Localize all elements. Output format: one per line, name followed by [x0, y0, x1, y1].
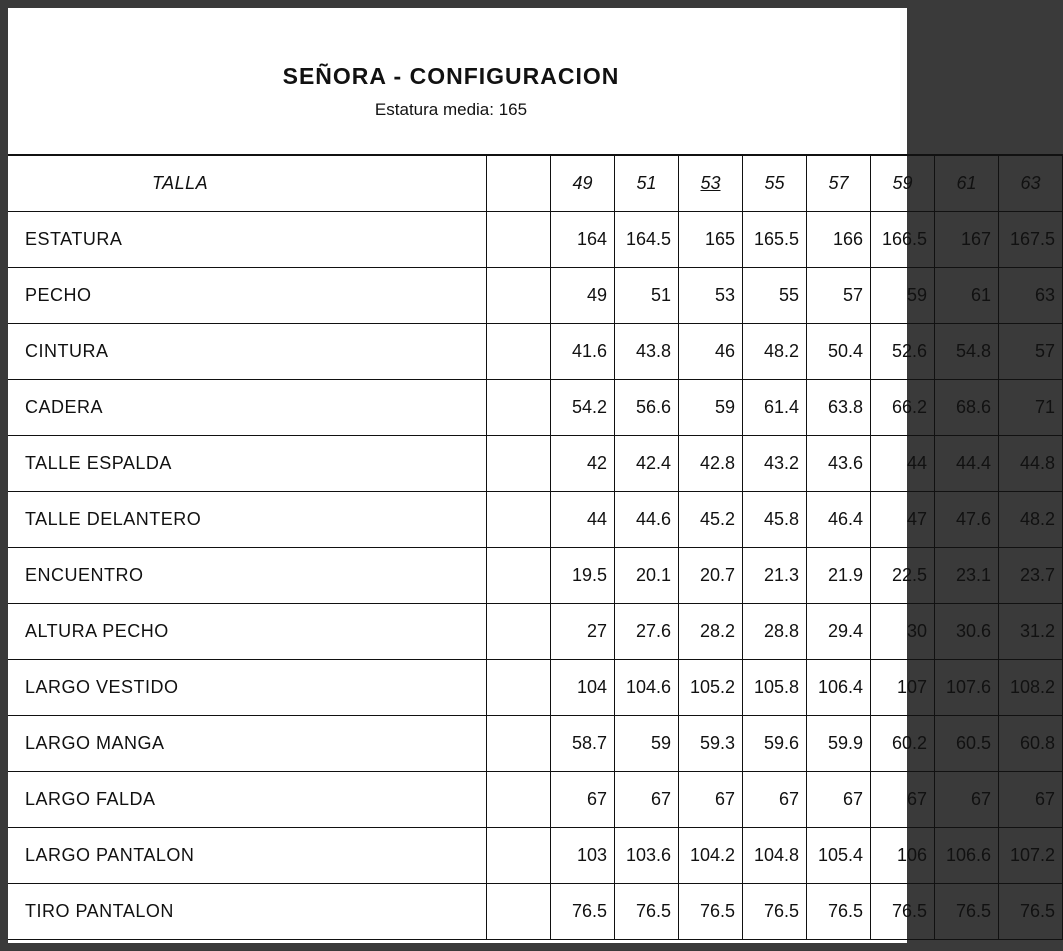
table-row [8, 828, 1063, 884]
row-label: LARGO MANGA [8, 716, 487, 772]
size-header: 55 [743, 155, 807, 212]
table-cell: 67 [743, 772, 807, 828]
table-cell: 164 [551, 212, 615, 268]
table-cell: 54.8 [935, 324, 999, 380]
size-header: 63 [999, 155, 1063, 212]
table-cell: 44.6 [615, 492, 679, 548]
table-row [8, 380, 1063, 436]
table-cell: 106.6 [935, 828, 999, 884]
table-cell: 66.2 [871, 380, 935, 436]
page-subtitle: Estatura media: 165 [374, 100, 528, 119]
table-cell: 53 [679, 268, 743, 324]
table-cell: 67 [679, 772, 743, 828]
size-header: 51 [615, 155, 679, 212]
table-cell: 105.8 [743, 660, 807, 716]
table-cell: 104.6 [615, 660, 679, 716]
table-header-row [8, 155, 1063, 212]
table-cell: 56.6 [615, 380, 679, 436]
size-header: 53 [679, 155, 743, 212]
table-cell: 60.8 [999, 716, 1063, 772]
row-label: PECHO [8, 268, 487, 324]
table-cell: 104 [551, 660, 615, 716]
row-spacer [487, 828, 551, 884]
table-cell: 48.2 [999, 492, 1063, 548]
table-cell: 58.7 [551, 716, 615, 772]
table-cell: 59 [679, 380, 743, 436]
table-cell: 60.2 [871, 716, 935, 772]
table-cell: 44 [871, 436, 935, 492]
header-spacer [487, 155, 551, 212]
row-label: CINTURA [8, 324, 487, 380]
table-cell: 105.2 [679, 660, 743, 716]
table-row [8, 492, 1063, 548]
table-cell: 103.6 [615, 828, 679, 884]
table-cell: 165.5 [743, 212, 807, 268]
table-cell: 28.8 [743, 604, 807, 660]
row-spacer [487, 436, 551, 492]
row-spacer [487, 604, 551, 660]
table-cell: 57 [999, 324, 1063, 380]
table-cell: 76.5 [551, 884, 615, 940]
row-label: TALLE ESPALDA [8, 436, 487, 492]
row-spacer [487, 324, 551, 380]
table-cell: 107.6 [935, 660, 999, 716]
table-cell: 68.6 [935, 380, 999, 436]
table-cell: 42 [551, 436, 615, 492]
table-cell: 22.5 [871, 548, 935, 604]
table-cell: 44.8 [999, 436, 1063, 492]
table-cell: 30 [871, 604, 935, 660]
table-cell: 20.1 [615, 548, 679, 604]
table-cell: 76.5 [743, 884, 807, 940]
table-cell: 59.6 [743, 716, 807, 772]
row-spacer [487, 660, 551, 716]
table-cell: 43.8 [615, 324, 679, 380]
table-cell: 107.2 [999, 828, 1063, 884]
table-cell: 106.4 [807, 660, 871, 716]
row-label: ENCUENTRO [8, 548, 487, 604]
table-cell: 76.5 [679, 884, 743, 940]
table-cell: 23.1 [935, 548, 999, 604]
row-label: TIRO PANTALON [8, 884, 487, 940]
table-cell: 21.3 [743, 548, 807, 604]
table-cell: 67 [807, 772, 871, 828]
table-cell: 67 [871, 772, 935, 828]
table-cell: 54.2 [551, 380, 615, 436]
row-label: LARGO FALDA [8, 772, 487, 828]
table-cell: 108.2 [999, 660, 1063, 716]
table-cell: 61 [935, 268, 999, 324]
row-spacer [487, 716, 551, 772]
table-cell: 76.5 [871, 884, 935, 940]
table-cell: 48.2 [743, 324, 807, 380]
table-row [8, 772, 1063, 828]
row-label: ESTATURA [8, 212, 487, 268]
row-spacer [487, 492, 551, 548]
table-cell: 31.2 [999, 604, 1063, 660]
table-cell: 27.6 [615, 604, 679, 660]
row-label: LARGO VESTIDO [8, 660, 487, 716]
header-label: TALLA [8, 155, 487, 212]
table-cell: 47.6 [935, 492, 999, 548]
table-cell: 106 [871, 828, 935, 884]
table-cell: 59.3 [679, 716, 743, 772]
table-cell: 45.2 [679, 492, 743, 548]
table-cell: 50.4 [807, 324, 871, 380]
table-cell: 104.8 [743, 828, 807, 884]
table-cell: 164.5 [615, 212, 679, 268]
table-row [8, 716, 1063, 772]
table-cell: 76.5 [999, 884, 1063, 940]
table-cell: 27 [551, 604, 615, 660]
row-spacer [487, 268, 551, 324]
size-header: 57 [807, 155, 871, 212]
table-cell: 30.6 [935, 604, 999, 660]
table-row [8, 660, 1063, 716]
table-cell: 59 [871, 268, 935, 324]
table-cell: 43.6 [807, 436, 871, 492]
table-cell: 166.5 [871, 212, 935, 268]
table-cell: 167 [935, 212, 999, 268]
table-cell: 57 [807, 268, 871, 324]
table-cell: 71 [999, 380, 1063, 436]
table-cell: 45.8 [743, 492, 807, 548]
page-title: SEÑORA - CONFIGURACION [282, 63, 620, 89]
table-cell: 29.4 [807, 604, 871, 660]
table-cell: 46.4 [807, 492, 871, 548]
table-cell: 67 [935, 772, 999, 828]
table-row [8, 604, 1063, 660]
table-cell: 166 [807, 212, 871, 268]
table-cell: 47 [871, 492, 935, 548]
table-cell: 67 [551, 772, 615, 828]
size-header: 59 [871, 155, 935, 212]
row-label: TALLE DELANTERO [8, 492, 487, 548]
table-cell: 63 [999, 268, 1063, 324]
row-spacer [487, 548, 551, 604]
table-cell: 60.5 [935, 716, 999, 772]
table-cell: 28.2 [679, 604, 743, 660]
row-spacer [487, 380, 551, 436]
table-cell: 51 [615, 268, 679, 324]
size-header: 49 [551, 155, 615, 212]
table-row [8, 212, 1063, 268]
table-cell: 41.6 [551, 324, 615, 380]
table-cell: 20.7 [679, 548, 743, 604]
table-cell: 167.5 [999, 212, 1063, 268]
table-row [8, 884, 1063, 940]
size-table-body [8, 155, 1063, 940]
table-cell: 19.5 [551, 548, 615, 604]
size-table [8, 154, 1063, 940]
table-cell: 67 [999, 772, 1063, 828]
row-spacer [487, 884, 551, 940]
table-cell: 42.8 [679, 436, 743, 492]
table-cell: 61.4 [743, 380, 807, 436]
table-row [8, 268, 1063, 324]
table-cell: 104.2 [679, 828, 743, 884]
table-cell: 67 [615, 772, 679, 828]
table-cell: 105.4 [807, 828, 871, 884]
table-cell: 44.4 [935, 436, 999, 492]
table-cell: 21.9 [807, 548, 871, 604]
table-cell: 76.5 [807, 884, 871, 940]
table-cell: 55 [743, 268, 807, 324]
table-cell: 107 [871, 660, 935, 716]
size-header: 61 [935, 155, 999, 212]
table-cell: 43.2 [743, 436, 807, 492]
table-row [8, 324, 1063, 380]
table-cell: 49 [551, 268, 615, 324]
row-spacer [487, 212, 551, 268]
row-label: ALTURA PECHO [8, 604, 487, 660]
table-cell: 23.7 [999, 548, 1063, 604]
table-cell: 59.9 [807, 716, 871, 772]
row-spacer [487, 772, 551, 828]
table-row [8, 548, 1063, 604]
row-label: CADERA [8, 380, 487, 436]
table-cell: 46 [679, 324, 743, 380]
table-row [8, 436, 1063, 492]
table-cell: 52.6 [871, 324, 935, 380]
table-cell: 44 [551, 492, 615, 548]
table-cell: 42.4 [615, 436, 679, 492]
table-cell: 59 [615, 716, 679, 772]
document-page [8, 8, 1055, 943]
table-cell: 63.8 [807, 380, 871, 436]
table-cell: 165 [679, 212, 743, 268]
table-cell: 76.5 [615, 884, 679, 940]
table-cell: 103 [551, 828, 615, 884]
row-label: LARGO PANTALON [8, 828, 487, 884]
table-cell: 76.5 [935, 884, 999, 940]
